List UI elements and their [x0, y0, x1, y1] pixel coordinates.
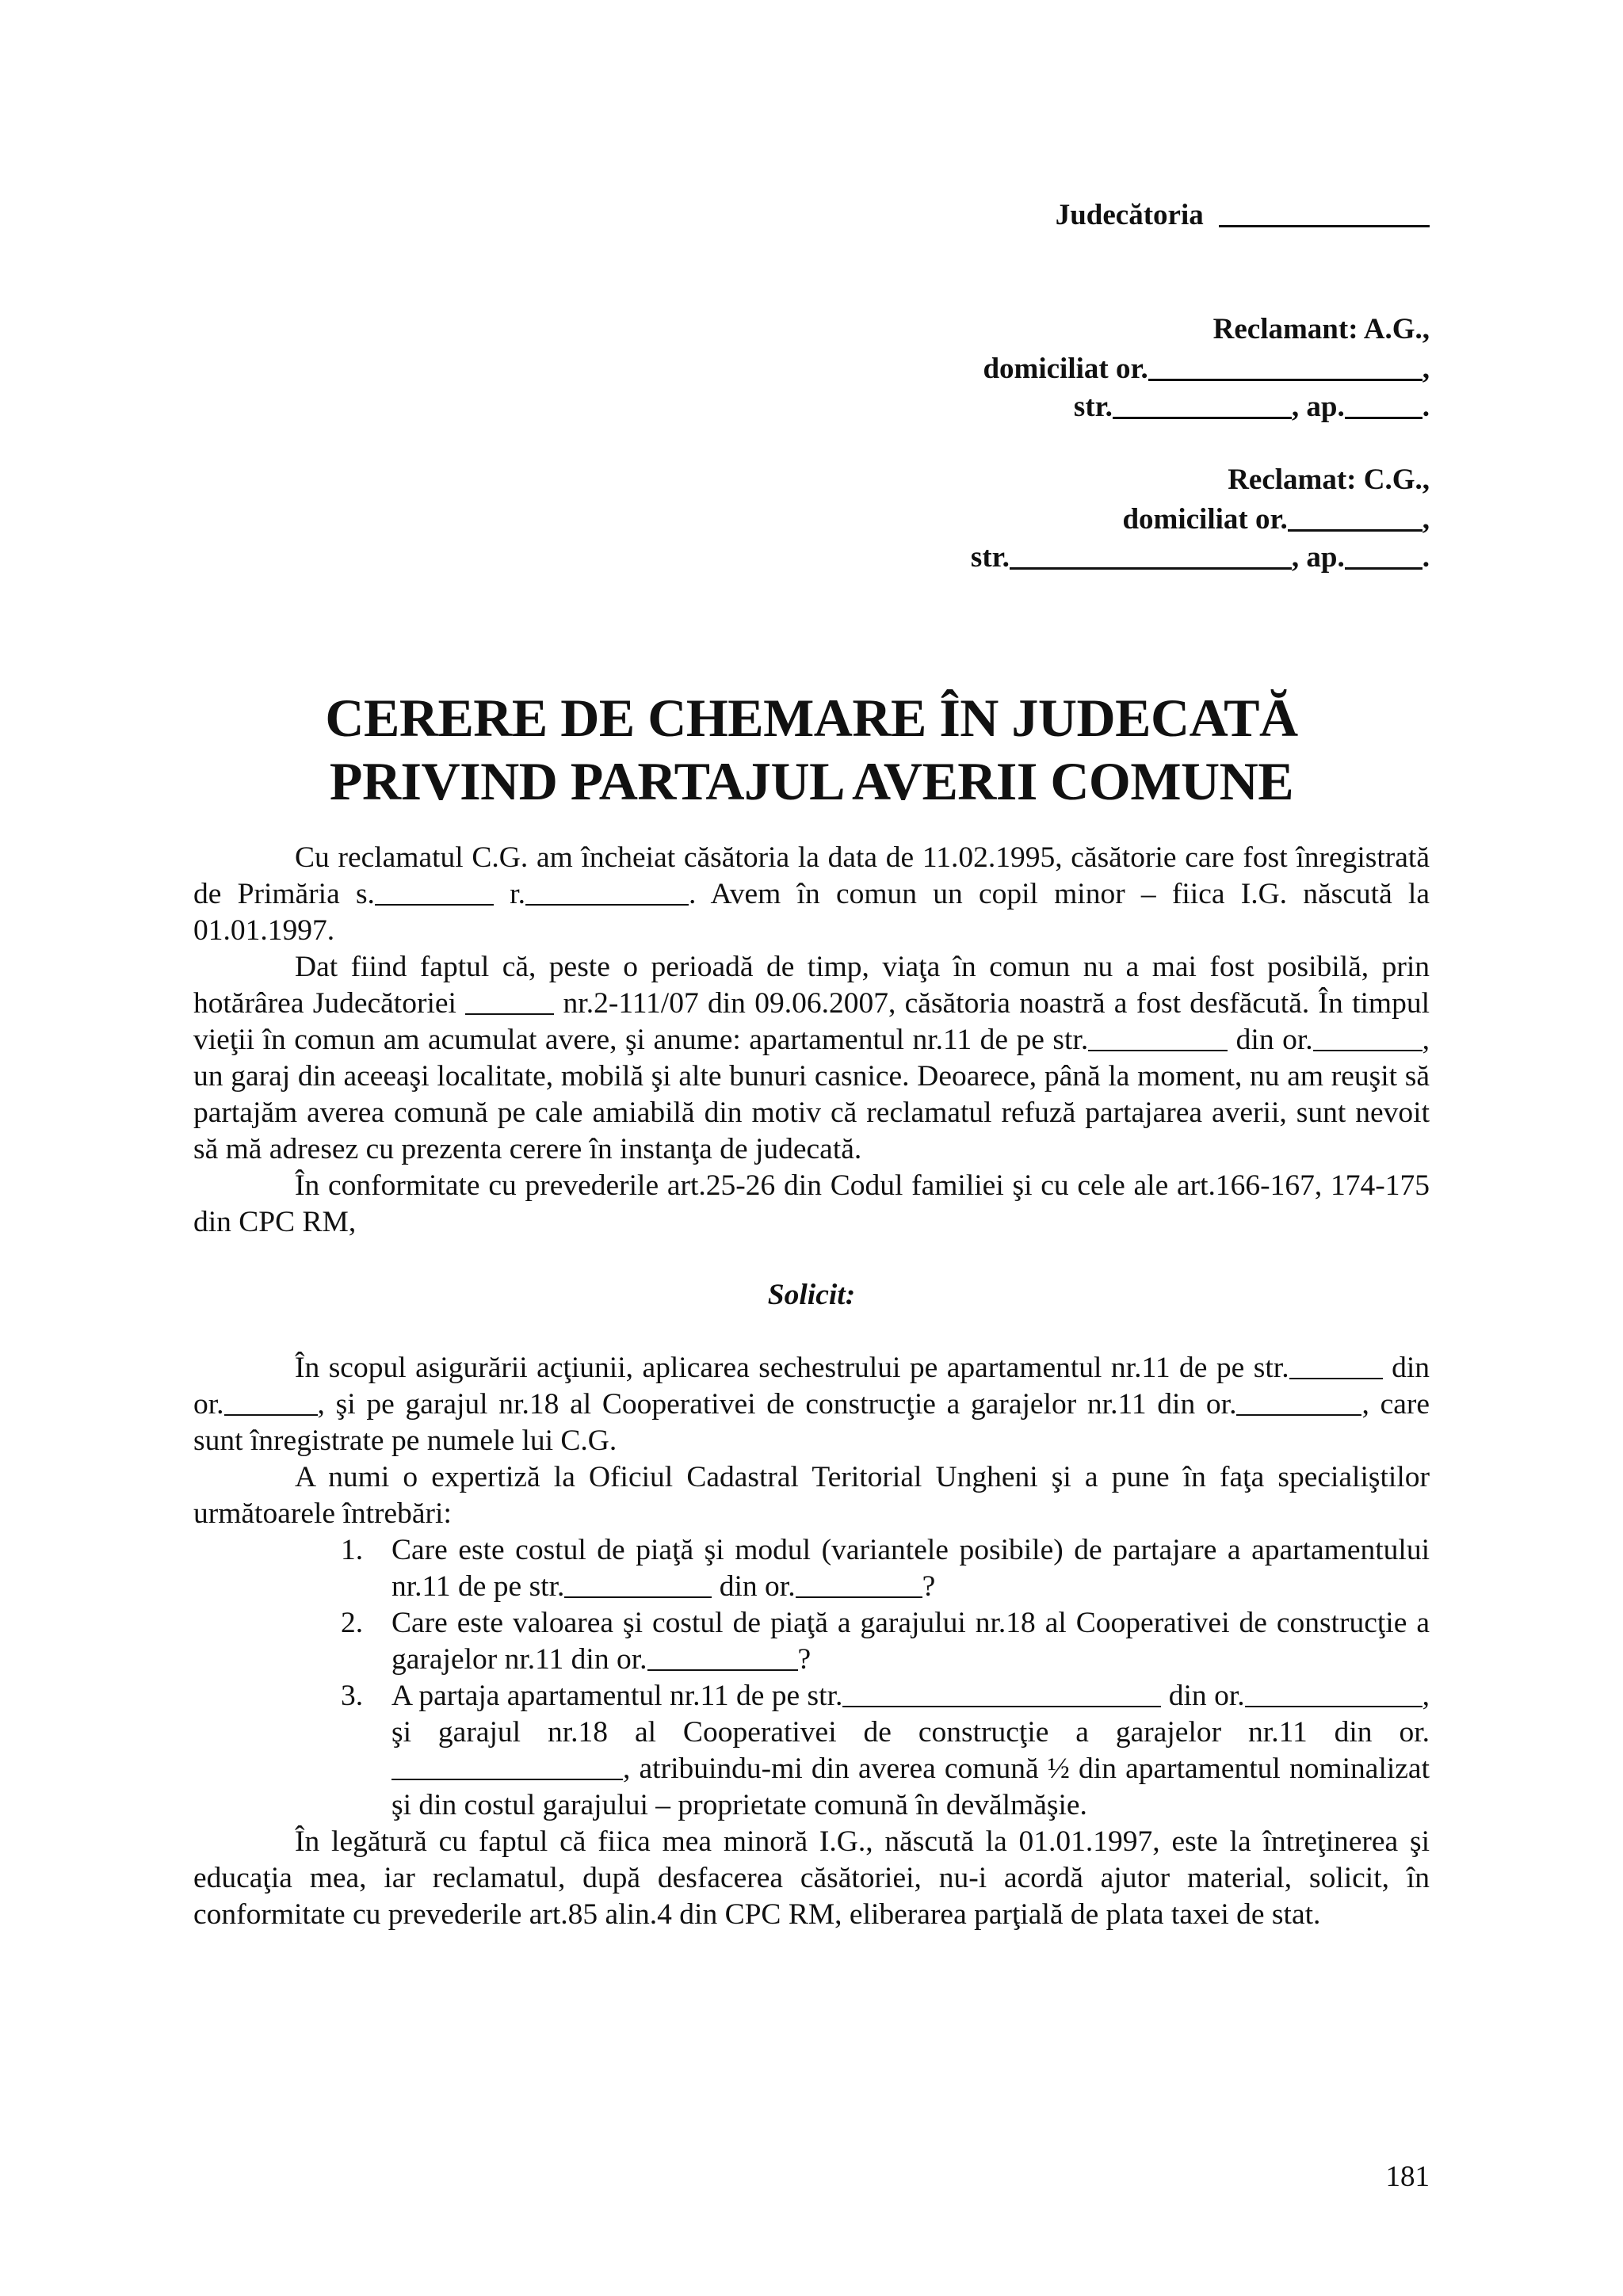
p1-text-a: Cu reclamatul C.G. am încheiat căsătoria la data de 11.02.1995, căsătorie care fost înregistrată de Primăria s. [193, 841, 1430, 910]
p1-text-c: . Avem în comun un copil minor – fiica I.G. născută la 01.01.1997. [193, 878, 1430, 947]
court-label: Judecătoria [1055, 199, 1204, 231]
plaintiff-role-text: Reclamant: A.G., [1212, 313, 1430, 345]
title-line-1: CERERE DE CHEMARE ÎN JUDECATĂ [325, 688, 1298, 748]
court-name-blank [465, 990, 554, 1015]
q1-street-blank [564, 1573, 712, 1598]
defendant-domicile [1122, 499, 1430, 539]
p2-text-c: din or. [1228, 1024, 1313, 1056]
q3-garage-city-blank [391, 1755, 623, 1780]
document-body [193, 840, 1430, 1933]
defendant-street-label: str. [970, 541, 1010, 574]
question-number: 1. [341, 1534, 364, 1566]
q3-text-a: A partaja apartamentul nr.11 de pe str. [391, 1680, 843, 1712]
court-blank [1219, 198, 1430, 227]
court-line [1056, 195, 1430, 235]
plaintiff-end: . [1422, 391, 1430, 423]
plaintiff-role [1213, 311, 1430, 349]
village-blank [375, 880, 494, 906]
district-blank [525, 880, 689, 906]
defendant-role [1228, 461, 1430, 499]
paragraph-marriage [193, 840, 1430, 949]
defendant-role-text: Reclamat: C.G., [1228, 463, 1430, 496]
paragraph-sequester [193, 1350, 1430, 1459]
q3-street-blank [842, 1682, 1161, 1707]
defendant-domicile-suffix: , [1422, 503, 1430, 536]
paragraph-divorce [193, 949, 1430, 1168]
plaintiff-city-blank [1148, 352, 1423, 381]
plaintiff-street-label: str. [1073, 391, 1113, 423]
p4-text-a: În scopul asigurării acţiunii, aplicarea sechestrului pe apartamentul nr.11 de pe str. [295, 1352, 1289, 1384]
sequester-street-blank [1289, 1354, 1383, 1379]
paragraph-legal-basis [193, 1168, 1430, 1241]
street-blank [1088, 1026, 1228, 1051]
question-item [193, 1532, 1430, 1605]
question-number: 3. [341, 1680, 364, 1712]
p5-text: A numi o expertiză la Oficiul Cadastral Teritorial Ungheni şi a pune în faţa specialiştilor următoarele întrebări: [193, 1461, 1430, 1530]
city-blank [1313, 1026, 1423, 1051]
q2-text-b: ? [797, 1643, 812, 1676]
plaintiff-domicile-suffix: , [1422, 353, 1430, 385]
question-item [193, 1605, 1430, 1678]
defendant-street [971, 537, 1430, 577]
q3-text-b: din or. [1161, 1680, 1245, 1712]
defendant-domicile-label: domiciliat or. [1122, 503, 1288, 536]
paragraph-fee-exemption [193, 1824, 1430, 1933]
q1-text-a: Care este costul de piaţă şi modul (variantele posibile) de partajare a apartamentului nr.11 de pe str. [391, 1534, 1430, 1603]
p1-text-b: r. [493, 878, 525, 910]
garage-city-blank [1236, 1390, 1361, 1416]
plaintiff-domicile [983, 349, 1430, 388]
q1-text-c: ? [922, 1570, 936, 1603]
q2-text-a: Care este valoarea şi costul de piaţă a garajului nr.18 al Cooperativei de construcţie a garajelor nr.11 din or. [391, 1607, 1430, 1676]
plaintiff-street-blank [1113, 390, 1292, 419]
question-number: 2. [341, 1607, 364, 1639]
defendant-apt-blank [1345, 540, 1423, 570]
document-title [193, 686, 1430, 813]
defendant-apt-label: , ap. [1291, 541, 1345, 574]
p4-text-b: din or. [193, 1352, 1430, 1421]
p4-text-c: , şi pe garajul nr.18 al Cooperativei de construcţie a garajelor nr.11 din or. [317, 1388, 1237, 1421]
plaintiff-apt-blank [1345, 390, 1423, 419]
page-number: 181 [1385, 2161, 1430, 2193]
p2-text-d: , un garaj din aceeaşi localitate, mobilă şi alte bunuri casnice. Deoarece, până la moment, nu am reuşit să partajăm averea comună pe cale amiabilă din motiv că reclamatul refuză partajarea averii, sunt nevoit să mă adresez cu prezenta cerere în instanţa de judecată. [193, 1024, 1430, 1165]
defendant-city-blank [1288, 502, 1423, 532]
sequester-city-blank [224, 1390, 318, 1416]
plaintiff-street [1074, 387, 1430, 426]
title-line-2: PRIVIND PARTAJUL AVERII COMUNE [329, 751, 1294, 811]
p4-text-d: , care sunt înregistrate pe numele lui C.G. [193, 1388, 1430, 1457]
q3-text-c: , şi garajul nr.18 al Cooperativei de construcţie a garajelor nr.11 din or. [391, 1680, 1430, 1749]
p6-text: În legătură cu faptul că fiica mea minoră I.G., născută la 01.01.1997, este la întreţinerea şi educaţia mea, iar reclamatul, după desfacerea căsătoriei, nu-i acordă ajutor material, solicit, în conformitate cu prevederile art.85 alin.4 din CPC RM, eliberarea parţială de plata taxei de stat. [193, 1825, 1430, 1931]
q3-city-blank [1245, 1682, 1423, 1707]
q1-text-b: din or. [712, 1570, 796, 1603]
q1-city-blank [796, 1573, 922, 1598]
questions-list [193, 1532, 1430, 1824]
p2-text-b: nr.2-111/07 din 09.06.2007, căsătoria noastră a fost desfăcută. În timpul vieţii în comun am acumulat avere, şi anume: apartamentul nr.11 de pe str. [193, 987, 1430, 1056]
defendant-street-blank [1010, 540, 1292, 570]
question-item [193, 1678, 1430, 1824]
p3-text: În conformitate cu prevederile art.25-26 din Codul familiei şi cu cele ale art.166-167, 174-175 din CPC RM, [193, 1169, 1430, 1238]
defendant-end: . [1422, 541, 1430, 574]
plaintiff-domicile-label: domiciliat or. [983, 353, 1148, 385]
p2-text-a: Dat fiind faptul că, peste o perioadă de timp, viaţa în comun nu a mai fost posibilă, prin hotărârea Judecătoriei [193, 951, 1430, 1020]
paragraph-expertise [193, 1459, 1430, 1532]
solicit-heading: Solicit: [767, 1279, 856, 1311]
q3-text-d: , atribuindu-mi din averea comună ½ din apartamentul nominalizat şi din costul garajului – proprietate comună în devălmăşie. [391, 1753, 1430, 1821]
q2-city-blank [647, 1646, 798, 1671]
plaintiff-apt-label: , ap. [1291, 391, 1345, 423]
